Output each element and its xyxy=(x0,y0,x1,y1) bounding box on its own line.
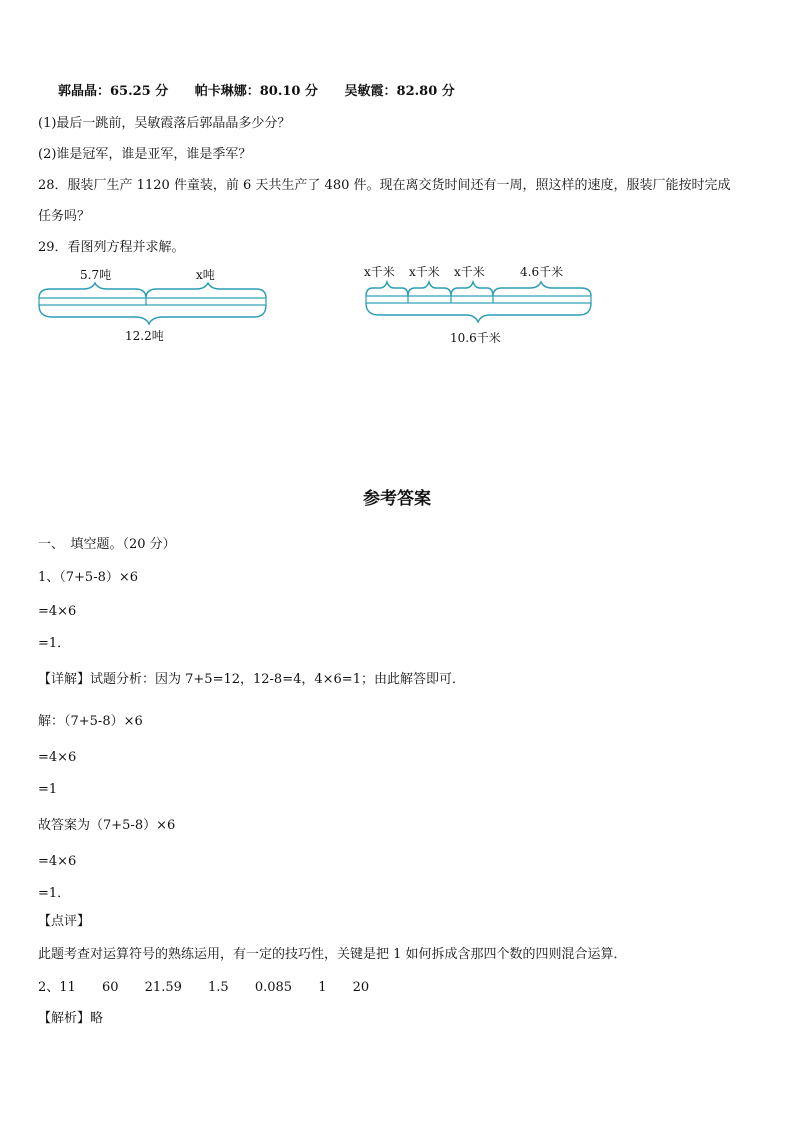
diagram-km-svg xyxy=(358,258,603,350)
answer-1-line3: =1． xyxy=(38,636,71,651)
final-answer-line3: =1． xyxy=(38,886,71,901)
brace-top-right xyxy=(146,283,266,298)
detail-text: 【详解】试题分析：因为 7+5=12，12-8=4，4×6=1；由此解答即可． xyxy=(38,672,465,687)
answer-2-item-4: 1.5 xyxy=(208,980,229,995)
answer-2-item-1: 2、11 xyxy=(38,980,76,995)
label-5-7-tons: 5.7吨 xyxy=(80,268,112,282)
answer-2-item-2: 60 xyxy=(101,980,119,995)
brace-bottom xyxy=(39,305,266,324)
question-28-line1: 28．服装厂生产 1120 件童装，前 6 天共生产了 480 件。现在离交货时间还有一周，照这样的速度，服装厂能按时完成 xyxy=(38,178,731,193)
label-x-km-1: x千米 xyxy=(364,265,395,279)
scores-line xyxy=(58,84,477,100)
brace-4-6 xyxy=(493,282,591,296)
label-x-tons: x吨 xyxy=(196,268,215,282)
question-28-line2: 任务吗？ xyxy=(38,209,91,224)
question-29: 29．看图列方程并求解。 xyxy=(38,240,185,255)
solution-line3: =1 xyxy=(38,782,58,797)
label-10-6-km: 10.6千米 xyxy=(450,331,501,345)
score-guo: 郭晶晶：65.25 分 xyxy=(58,84,169,99)
solution-line2: =4×6 xyxy=(38,750,77,765)
score-pakalina: 帕卡琳娜：80.10 分 xyxy=(194,84,318,99)
section-1-heading: 一、 填空题。（20 分） xyxy=(38,537,176,552)
brace-top-left xyxy=(39,283,146,298)
answers-title: 参考答案 xyxy=(363,489,431,509)
brace-x-1 xyxy=(366,282,408,296)
segment-bar xyxy=(39,298,266,305)
label-x-km-3: x千米 xyxy=(454,265,485,279)
answer-2-item-3: 21.59 xyxy=(144,980,182,995)
analysis-text: 【解析】略 xyxy=(38,1011,104,1026)
diagram-km xyxy=(358,258,603,354)
label-4-6-km: 4.6千米 xyxy=(520,265,564,279)
brace-x-2 xyxy=(408,282,451,296)
final-answer-line2: =4×6 xyxy=(38,854,77,869)
brace-x-3 xyxy=(451,282,493,296)
score-wu: 吴敏霞：82.80 分 xyxy=(344,84,455,99)
question-2: (2)谁是冠军，谁是亚军，谁是季军？ xyxy=(38,147,252,162)
final-answer-line1: 故答案为（7+5-8）×6 xyxy=(38,818,176,833)
question-1: (1)最后一跳前，吴敏霞落后郭晶晶多少分？ xyxy=(38,116,291,131)
answer-2-item-5: 0.085 xyxy=(254,980,293,995)
answer-2-line xyxy=(38,980,369,996)
label-12-2-tons: 12.2吨 xyxy=(125,329,164,343)
brace-bottom-km xyxy=(366,303,591,322)
solution-line1: 解：（7+5-8）×6 xyxy=(38,714,143,729)
answer-2-item-6: 1 xyxy=(318,980,327,995)
label-x-km-2: x千米 xyxy=(409,265,440,279)
comment-text: 此题考查对运算符号的熟练运用，有一定的技巧性，关键是把 1 如何拆成含那四个数的四则混合运算． xyxy=(38,947,627,962)
answer-1-line1: 1、（7+5-8）×6 xyxy=(38,570,139,585)
segment-bar-km xyxy=(366,296,591,303)
answer-1-line2: =4×6 xyxy=(38,604,77,619)
diagram-tons xyxy=(30,258,280,352)
answer-2-item-7: 20 xyxy=(352,980,370,995)
diagram-tons-svg xyxy=(30,258,280,348)
comment-heading: 【点评】 xyxy=(38,914,91,929)
